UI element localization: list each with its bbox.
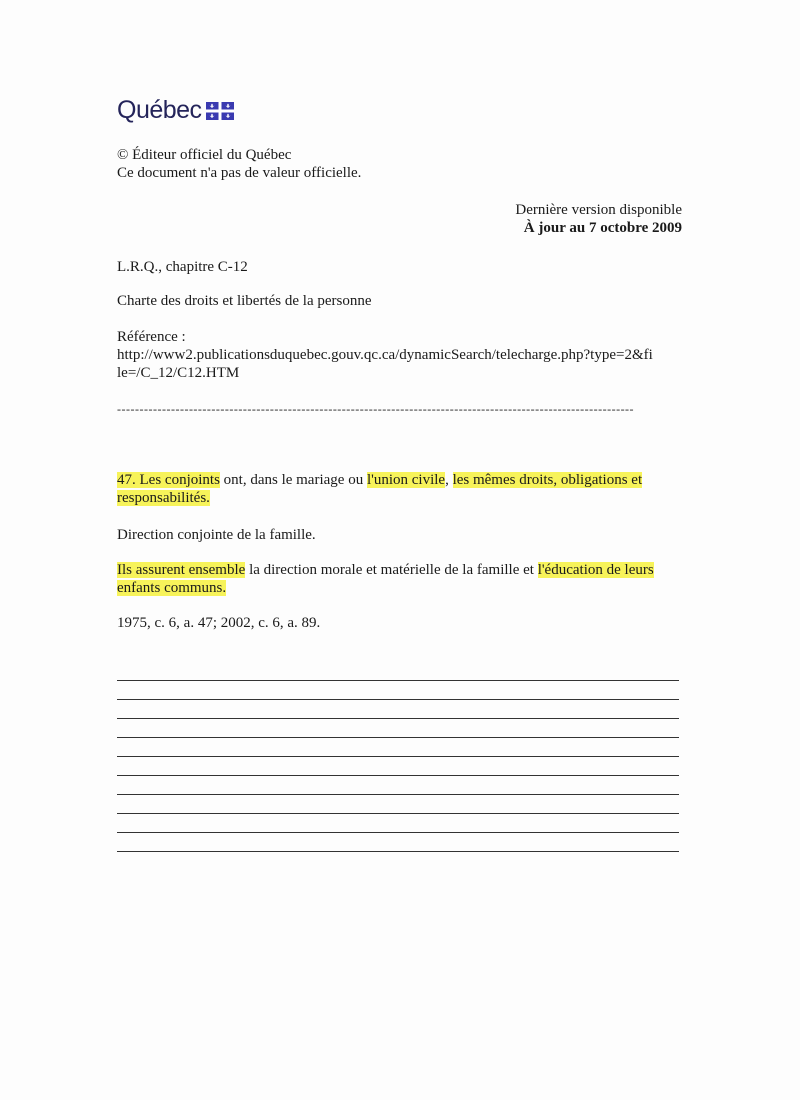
- writing-line: [117, 737, 679, 738]
- editor-notice: [117, 146, 361, 182]
- highlighted-text: l'éducation de leurs enfants communs.: [117, 562, 654, 596]
- fleurdelise-flag-icon: [206, 102, 234, 120]
- reference-url-line[interactable]: le=/C_12/C12.HTM: [117, 365, 240, 381]
- reference-url-line[interactable]: http://www2.publicationsduquebec.gouv.qc.ca/dynamicSearch/telecharge.php?type=2&fi: [117, 347, 653, 363]
- writing-line: [117, 680, 679, 681]
- logo-wordmark: Québec: [117, 96, 202, 124]
- disclaimer-line: Ce document n'a pas de valeur officielle.: [117, 165, 362, 181]
- article-47-second-paragraph: [117, 561, 682, 597]
- writing-line: [117, 699, 679, 700]
- highlighted-text: 47. Les conjoints: [117, 472, 220, 488]
- writing-line: [117, 775, 679, 776]
- writing-line: [117, 718, 679, 719]
- writing-line: [117, 813, 679, 814]
- writing-line: [117, 756, 679, 757]
- highlighted-text: les mêmes droits, obligations et responsabilités.: [117, 472, 643, 506]
- writing-line: [117, 851, 679, 852]
- article-text: ,: [445, 472, 453, 488]
- editor-line: © Éditeur officiel du Québec: [117, 147, 292, 163]
- law-title: Charte des droits et libertés de la personne: [117, 293, 372, 309]
- article-heading: Direction conjointe de la famille.: [117, 527, 316, 543]
- article-citation: 1975, c. 6, a. 47; 2002, c. 6, a. 89.: [117, 615, 321, 631]
- reference-label: Référence :: [117, 329, 186, 345]
- quebec-logo: [117, 96, 234, 125]
- writing-line: [117, 832, 679, 833]
- writing-line: [117, 794, 679, 795]
- law-chapter: L.R.Q., chapitre C-12: [117, 259, 248, 275]
- article-text: la direction morale et matérielle de la famille et: [245, 562, 538, 578]
- blank-writing-lines: [117, 680, 679, 870]
- separator-line: -------------------------------------------------------------------------------------------------------------------: [117, 402, 635, 416]
- article-47-paragraph: [117, 471, 682, 507]
- article-text: ont, dans le mariage ou: [219, 472, 367, 488]
- version-label: Dernière version disponible: [515, 202, 682, 218]
- reference-block: [117, 328, 697, 382]
- highlighted-text: Ils assurent ensemble: [117, 562, 246, 578]
- version-info: [515, 201, 682, 237]
- version-date: À jour au 7 octobre 2009: [523, 220, 682, 236]
- highlighted-text: l'union civile: [366, 472, 446, 488]
